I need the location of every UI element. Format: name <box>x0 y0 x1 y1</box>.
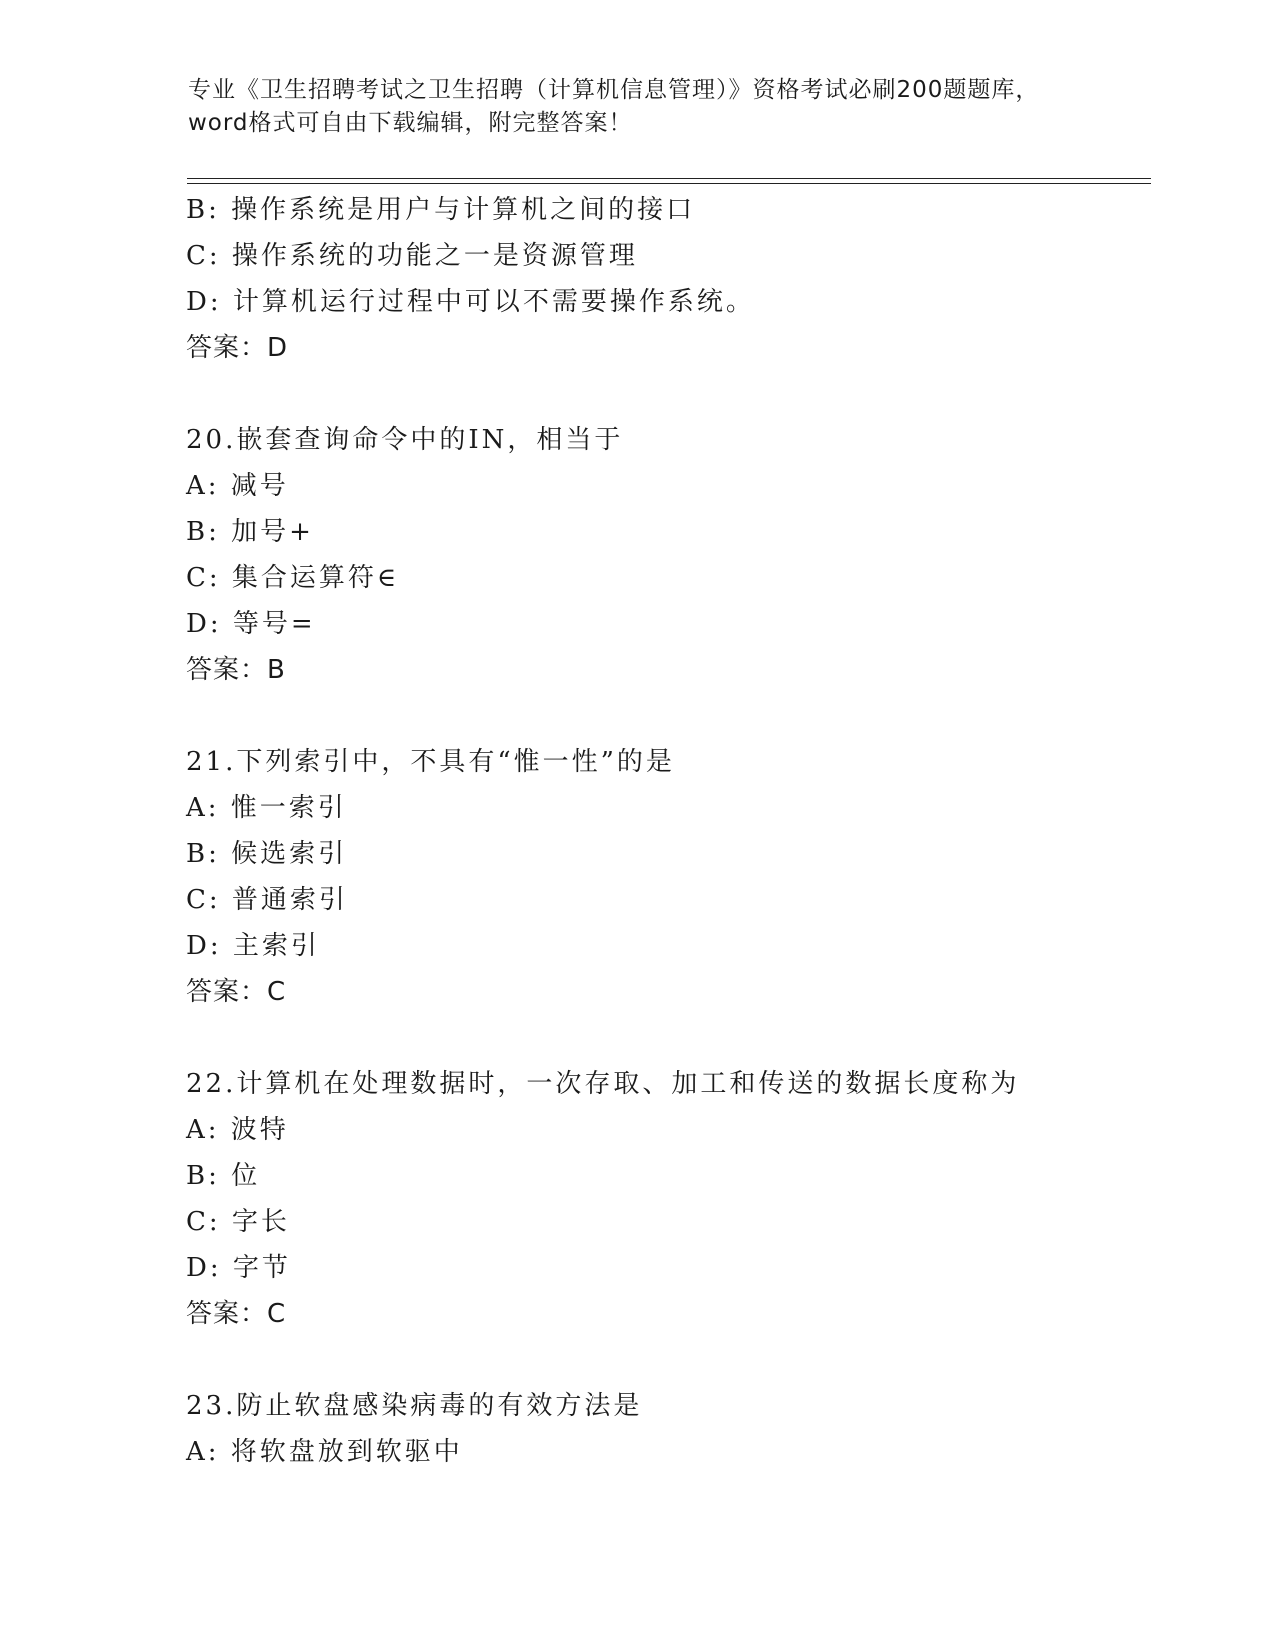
spacer <box>186 1015 1146 1061</box>
option-d: D: 字节 <box>186 1253 291 1283</box>
option-a: A: 波特 <box>186 1115 289 1145</box>
question-list <box>186 187 1146 1475</box>
question-stem: 23.防止软盘感染病毒的有效方法是 <box>186 1391 643 1421</box>
option-c: C: 集合运算符∈ <box>186 563 400 593</box>
question-19-continued <box>186 187 1146 371</box>
option-b: B: 加号+ <box>186 517 314 547</box>
header-title-line-1: 专业《卫生招聘考试之卫生招聘（计算机信息管理）》资格考试必刷200题题库， <box>188 77 1040 103</box>
option-a: A: 将软盘放到软驱中 <box>186 1437 463 1467</box>
answer-line: 答案：B <box>186 655 286 685</box>
option-d: D: 主索引 <box>186 931 320 961</box>
question-stem: 22.计算机在处理数据时，一次存取、加工和传送的数据长度称为 <box>186 1069 1020 1099</box>
option-b: B: 位 <box>186 1161 261 1191</box>
spacer <box>186 371 1146 417</box>
document-header <box>188 74 1088 140</box>
option-c: C: 字长 <box>186 1207 290 1237</box>
spacer <box>186 1337 1146 1383</box>
header-title-line-2: word格式可自由下载编辑，附完整答案！ <box>188 110 633 136</box>
option-d: D: 等号= <box>186 609 316 639</box>
option-a: A: 惟一索引 <box>186 793 347 823</box>
answer-line: 答案：C <box>186 977 287 1007</box>
spacer <box>186 693 1146 739</box>
option-c: C: 操作系统的功能之一是资源管理 <box>186 241 638 271</box>
option-d: D: 计算机运行过程中可以不需要操作系统。 <box>186 287 755 317</box>
answer-line: 答案：C <box>186 1299 287 1329</box>
header-divider-top <box>187 178 1151 179</box>
question-23 <box>186 1383 1146 1475</box>
option-c: C: 普通索引 <box>186 885 348 915</box>
header-divider-bottom <box>187 183 1151 184</box>
option-b: B: 候选索引 <box>186 839 348 869</box>
question-stem: 20.嵌套查询命令中的IN，相当于 <box>186 425 624 455</box>
question-stem: 21.下列索引中，不具有“惟一性”的是 <box>186 747 675 777</box>
option-a: A: 减号 <box>186 471 289 501</box>
option-b: B: 操作系统是用户与计算机之间的接口 <box>186 195 696 225</box>
question-22 <box>186 1061 1146 1337</box>
answer-line: 答案：D <box>186 333 289 363</box>
question-21 <box>186 739 1146 1015</box>
question-20 <box>186 417 1146 693</box>
